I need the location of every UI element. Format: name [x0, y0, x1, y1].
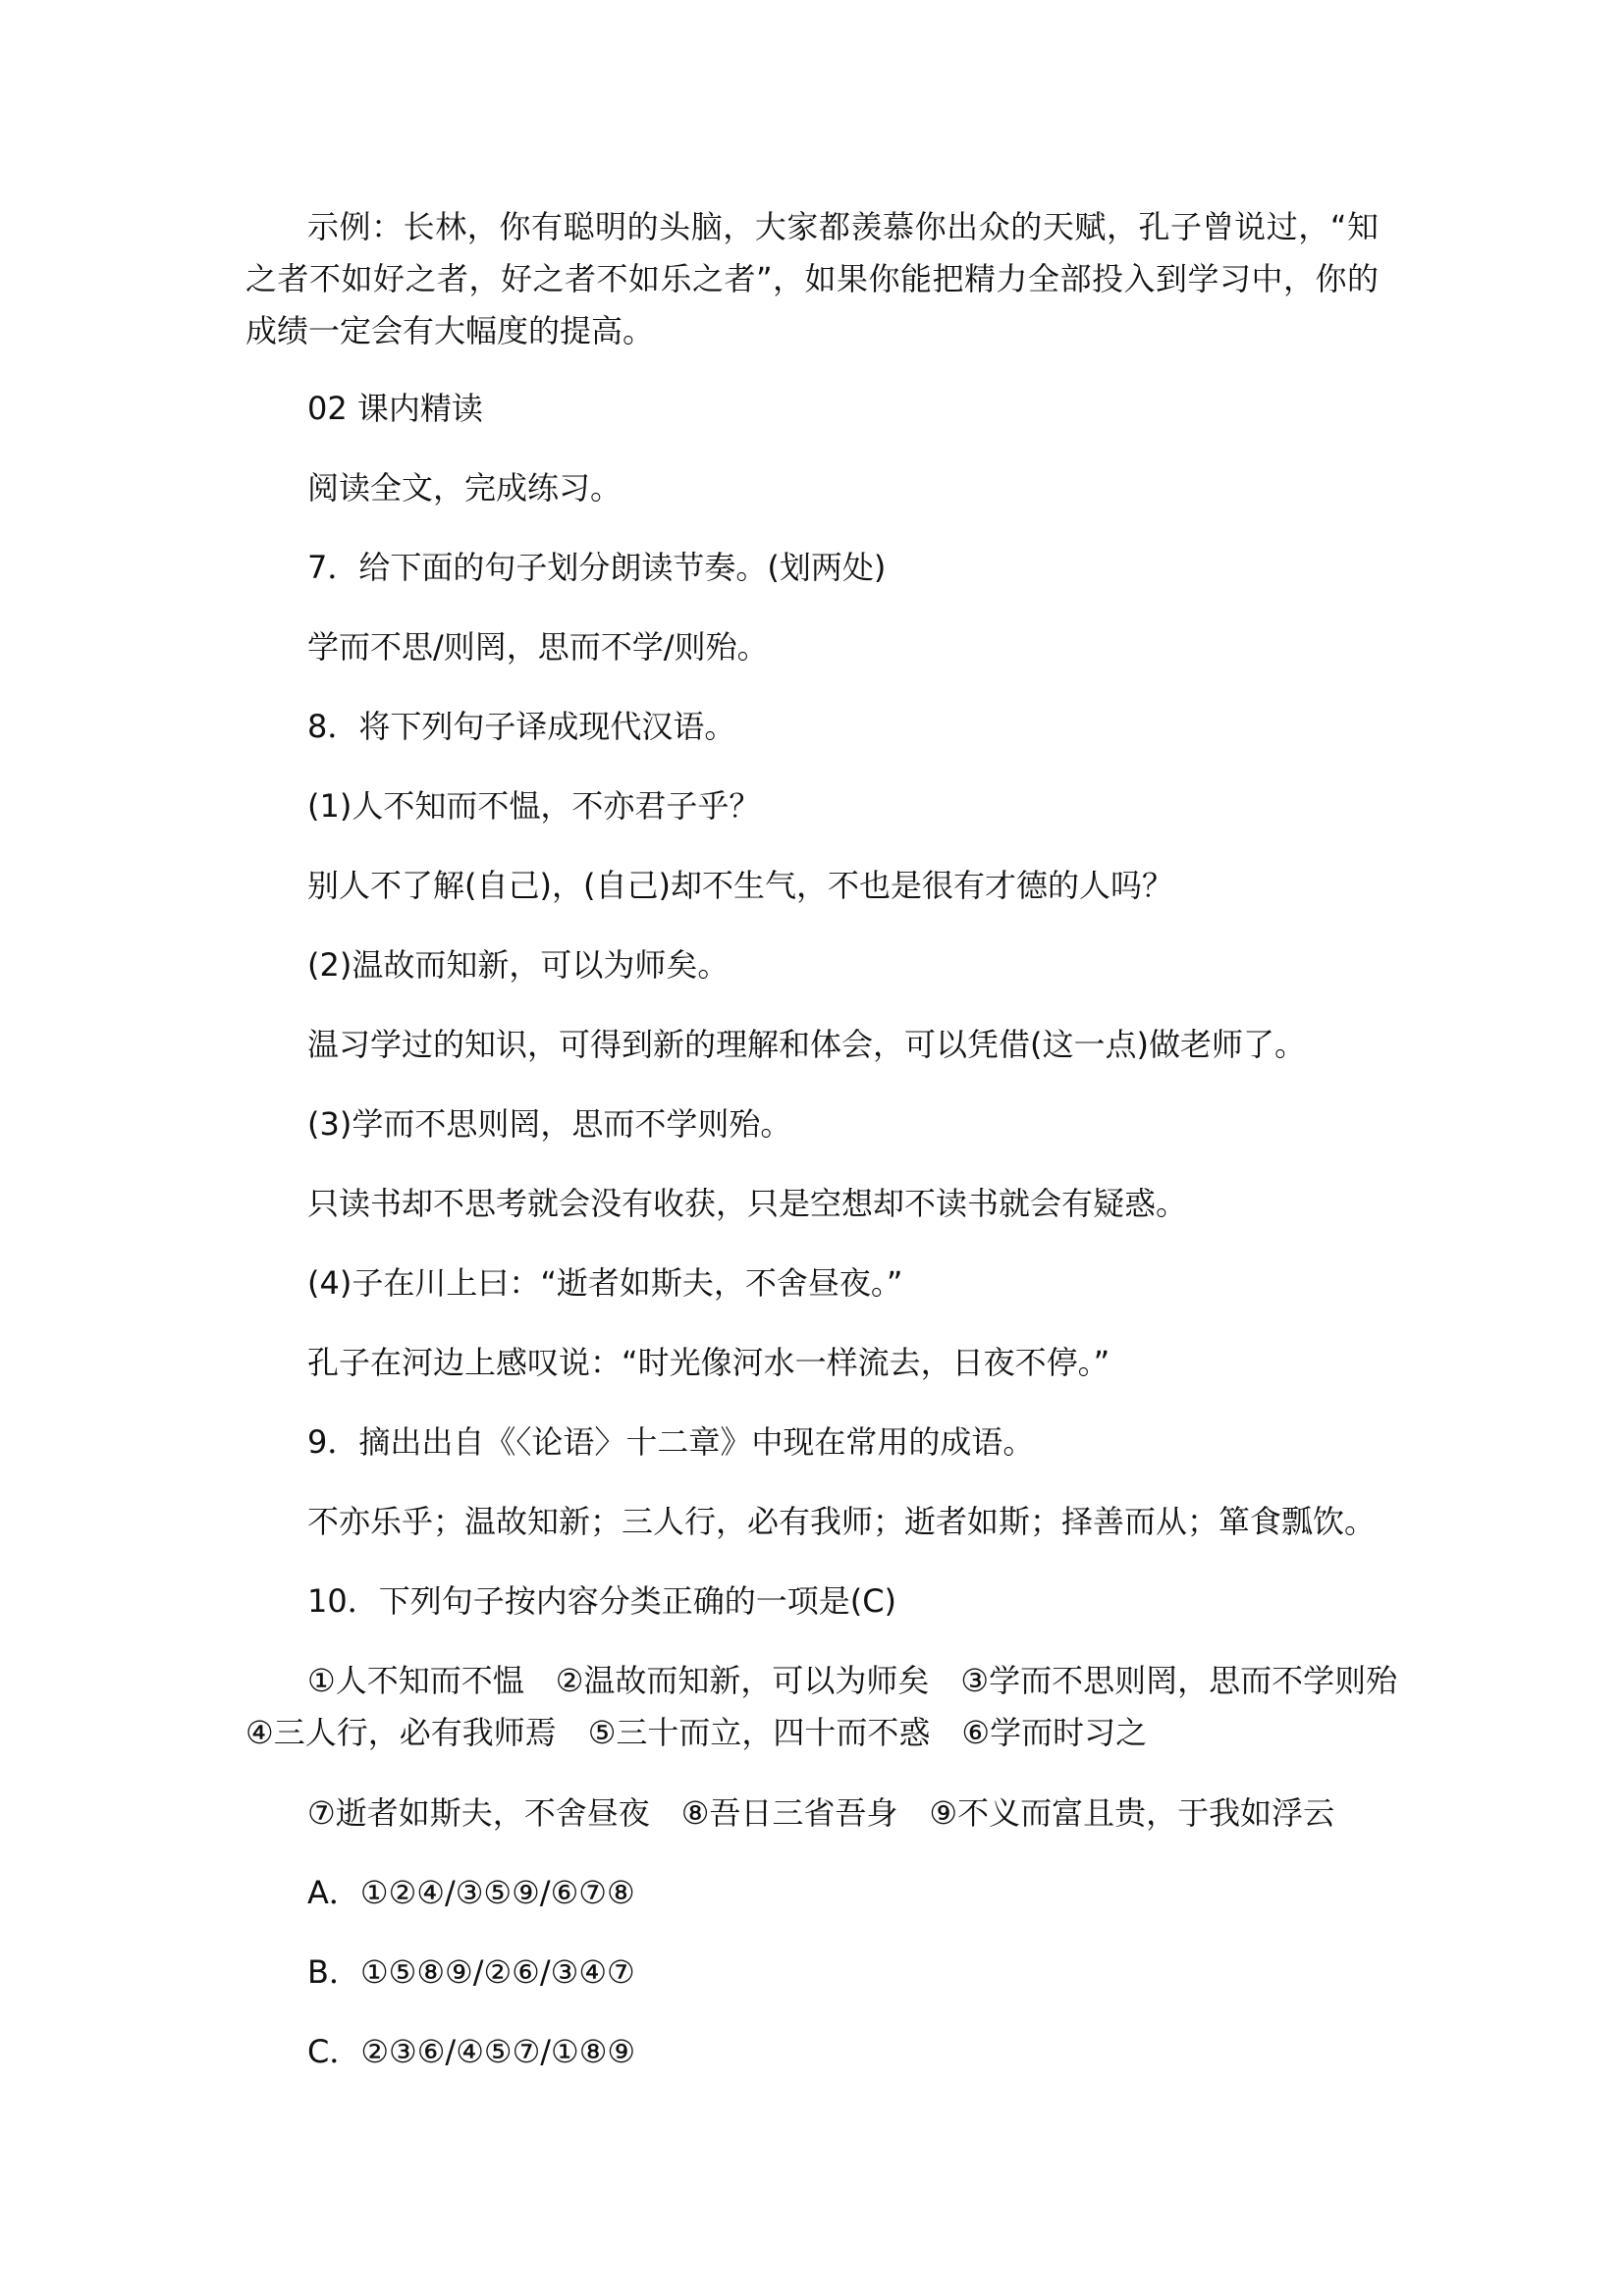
q10-list-line-2: ④三人行，必有我师焉 ⑤三十而立，四十而不惑 ⑥学而时习之	[245, 1714, 1148, 1751]
q10-list-line-3: ⑦逝者如斯夫，不舍昼夜 ⑧吾日三省吾身 ⑨不义而富且贵，于我如浮云	[307, 1794, 1335, 1832]
question-10: 10．下列句子按内容分类正确的一项是(C)	[307, 1582, 897, 1620]
question-7: 7．给下面的句子划分朗读节奏。(划两处)	[307, 549, 887, 586]
reading-instruction: 阅读全文，完成练习。	[307, 469, 623, 507]
q10-list-line-1: ①人不知而不愠 ②温故而知新，可以为师矣 ③学而不思则罔，思而不学则殆	[307, 1662, 1398, 1699]
q8-translation-1: 别人不了解(自己)，(自己)却不生气，不也是很有才德的人吗？	[307, 867, 1173, 904]
answer-7: 学而不思/则罔，思而不学/则殆。	[307, 628, 769, 666]
example-paragraph: 示例：长林，你有聪明的头脑，大家都羡慕你出众的天赋，孔子曾说过，“知之者不如好之者，好之者不如乐之者”，如果你能把精力全部投入到学习中，你的成绩一定会有大幅度的提高。	[245, 208, 1379, 349]
q8-source-2: (2)温故而知新，可以为师矣。	[307, 946, 730, 984]
q8-source-1: (1)人不知而不愠，不亦君子乎？	[307, 787, 761, 825]
q8-translation-3: 只读书却不思考就会没有收获，只是空想却不读书就会有疑惑。	[307, 1185, 1188, 1222]
section-title: 02 课内精读	[307, 390, 483, 427]
q8-translation-2: 温习学过的知识，可得到新的理解和体会，可以凭借(这一点)做老师了。	[307, 1026, 1306, 1063]
q8-translation-4: 孔子在河边上感叹说：“时光像河水一样流去，日夜不停。”	[307, 1344, 1110, 1381]
question-8: 8．将下列句子译成现代汉语。	[307, 708, 736, 745]
question-9: 9．摘出出自《〈论语〉十二章》中现在常用的成语。	[307, 1423, 1035, 1461]
q10-option-a: A．①②④/③⑤⑨/⑥⑦⑧	[307, 1874, 635, 1911]
q10-option-b: B．①⑤⑧⑨/②⑥/③④⑦	[307, 1953, 635, 1991]
q10-option-c: C．②③⑥/④⑤⑦/①⑧⑨	[307, 2033, 636, 2070]
q8-source-3: (3)学而不思则罔，思而不学则殆。	[307, 1105, 792, 1143]
q8-source-4: (4)子在川上曰：“逝者如斯夫，不舍昼夜。”	[307, 1264, 903, 1302]
answer-9: 不亦乐乎；温故知新；三人行，必有我师；逝者如斯；择善而从；箪食瓢饮。	[307, 1503, 1377, 1540]
